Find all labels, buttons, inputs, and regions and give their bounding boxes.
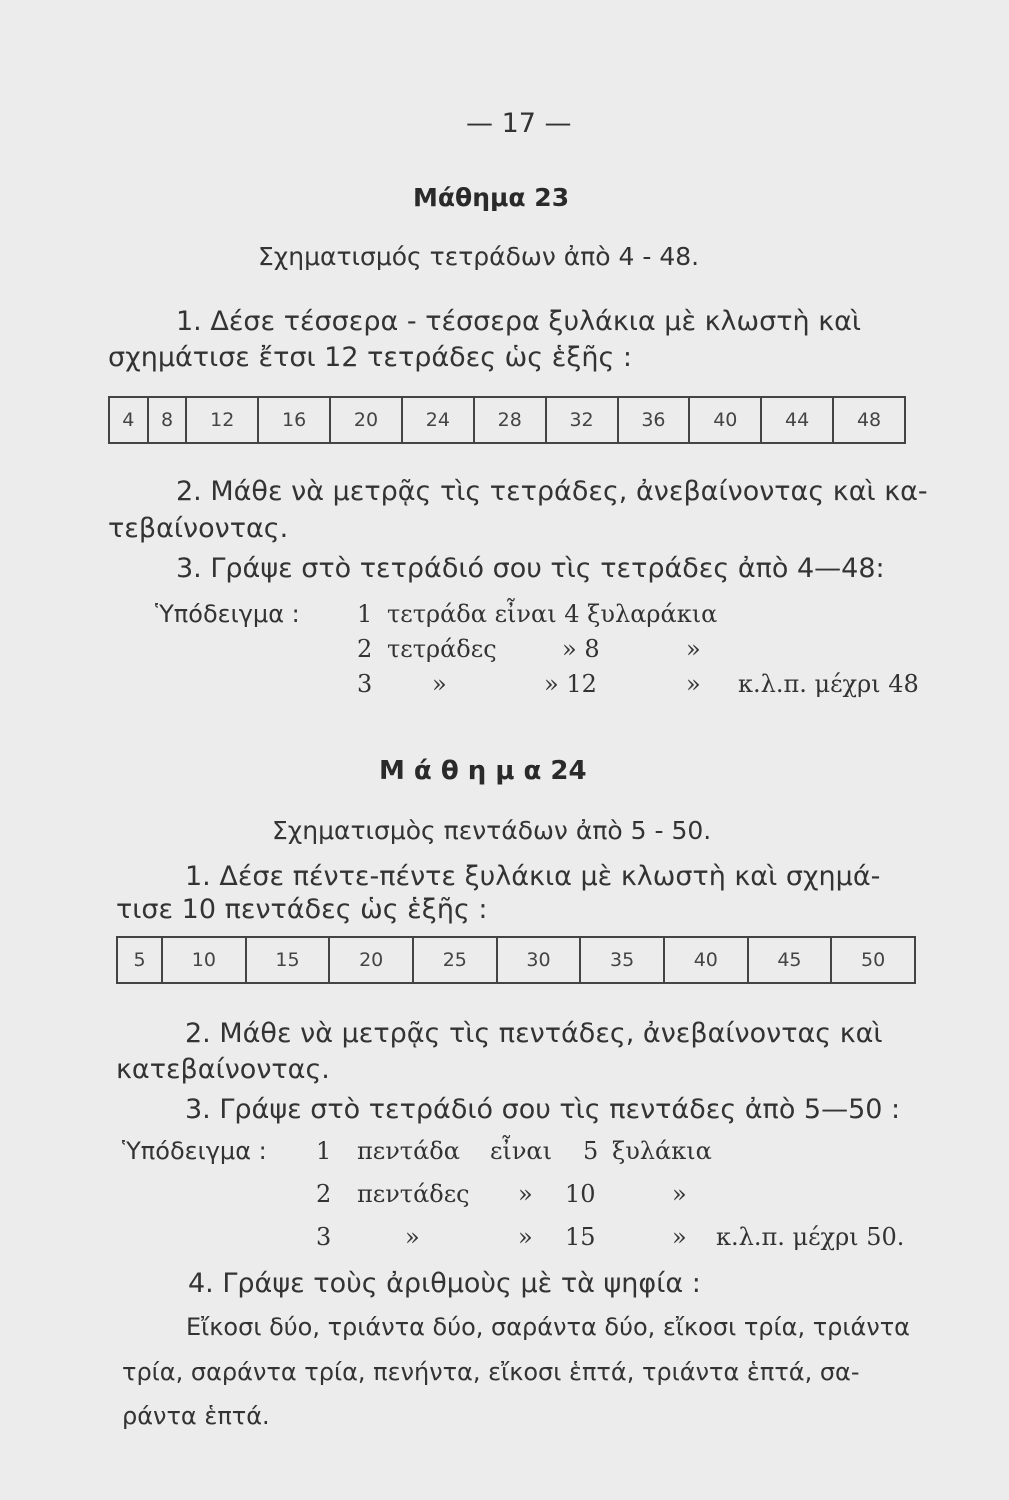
example-row-1-unit: ξυλάκια	[612, 1137, 712, 1165]
number-cell: 28	[474, 397, 546, 443]
example-row-2-mid: »	[518, 1180, 533, 1208]
number-cell: 5	[117, 937, 162, 983]
example-row-3-value: 15	[565, 1223, 596, 1251]
example-row-2-word: πεντάδες	[357, 1180, 470, 1208]
example-row-2-ditto: »	[686, 635, 701, 663]
example-row-1-number: 1	[357, 600, 373, 628]
example-row-1-value: 5	[583, 1137, 599, 1165]
number-cell: 20	[329, 937, 413, 983]
lesson-24-exercise-1-line-1: 1. Δέσε πέντε-πέντε ξυλάκια μὲ κλωστὴ καὶ σχημά-	[185, 861, 881, 892]
example-row-1-word: πεντάδα	[357, 1137, 460, 1165]
number-cell: 15	[246, 937, 330, 983]
number-cell: 45	[748, 937, 832, 983]
lesson-23-exercise-1-line-1: 1. Δέσε τέσσερα - τέσσερα ξυλάκια μὲ κλωστὴ καὶ	[176, 306, 862, 337]
lesson-24-exercise-3: 3. Γράψε στὸ τετράδιό σου τὶς πεντάδες ἀπὸ 5—50 :	[185, 1094, 901, 1125]
number-cell: 16	[258, 397, 330, 443]
example-row-3-number: 3	[357, 670, 373, 698]
lesson-23-subtitle: Σχηματισμός τετράδων ἀπὸ 4 - 48.	[258, 242, 700, 271]
example-row-2-value: » 8	[562, 635, 600, 663]
example-row-1-mid: εἶναι	[490, 1137, 553, 1165]
number-cell: 40	[689, 397, 761, 443]
number-cell: 48	[833, 397, 905, 443]
lesson-24-exercise-4-text-2: τρία, σαράντα τρία, πενήντα, εἴκοσι ἑπτά, τριάντα ἑπτά, σα-	[122, 1358, 860, 1386]
lesson-24-exercise-4-text-3: ράντα ἑπτά.	[122, 1402, 270, 1430]
example-row-3-word: »	[405, 1223, 420, 1251]
example-row-3-rest: κ.λ.π. μέχρι 50.	[716, 1223, 905, 1251]
lesson-23-number-table	[108, 396, 906, 444]
number-cell: 36	[618, 397, 690, 443]
lesson-24-number-table	[116, 936, 916, 984]
number-cell: 4	[109, 397, 148, 443]
number-cell: 35	[580, 937, 664, 983]
lesson-24-example-label: Ὑπόδειγμα :	[122, 1137, 267, 1165]
number-cell: 24	[402, 397, 474, 443]
lesson-24-subtitle: Σχηματισμὸς πεντάδων ἀπὸ 5 - 50.	[272, 816, 712, 845]
lesson-24-title: Μ ά θ η μ α 24	[379, 756, 587, 786]
lesson-23-exercise-2-line-1: 2. Μάθε νὰ μετρᾷς τὶς τετράδες, ἀνεβαίνοντας καὶ κα-	[176, 476, 928, 507]
number-cell: 30	[497, 937, 581, 983]
number-table-row	[117, 937, 915, 983]
example-row-1-text: τετράδα εἶναι 4 ξυλαράκια	[387, 600, 718, 628]
example-row-3-value: » 12	[544, 670, 597, 698]
example-row-2-number: 2	[316, 1180, 332, 1208]
example-row-1-number: 1	[316, 1137, 332, 1165]
lesson-23-exercise-2-line-2: τεβαίνοντας.	[108, 513, 289, 544]
lesson-24-exercise-1-line-2: τισε 10 πεντάδες ὡς ἑξῆς :	[116, 894, 488, 925]
number-cell: 20	[330, 397, 402, 443]
example-row-3-rest: κ.λ.π. μέχρι 48	[738, 670, 919, 698]
number-cell: 32	[546, 397, 618, 443]
example-row-3-ditto: »	[686, 670, 701, 698]
lesson-23-title: Μάθημα 23	[413, 183, 570, 212]
example-row-2-ditto: »	[672, 1180, 687, 1208]
lesson-24-exercise-4: 4. Γράψε τοὺς ἀριθμοὺς μὲ τὰ ψηφία :	[188, 1268, 701, 1299]
number-cell: 12	[186, 397, 258, 443]
number-cell: 25	[413, 937, 497, 983]
lesson-23-example-label: Ὑπόδειγμα :	[155, 600, 300, 628]
lesson-24-exercise-4-text-1: Εἴκοσι δύο, τριάντα δύο, σαράντα δύο, εἴκοσι τρία, τριάντα	[186, 1313, 910, 1341]
example-row-3-number: 3	[316, 1223, 332, 1251]
number-cell: 40	[664, 937, 748, 983]
example-row-3-ditto: »	[672, 1223, 687, 1251]
lesson-23-exercise-3: 3. Γράψε στὸ τετράδιό σου τὶς τετράδες ἀπὸ 4—48:	[176, 553, 885, 584]
example-row-2-text: τετράδες	[387, 635, 497, 663]
number-cell: 50	[831, 937, 915, 983]
example-row-3-text: »	[432, 670, 447, 698]
number-cell: 8	[148, 397, 187, 443]
example-row-3-mid: »	[518, 1223, 533, 1251]
lesson-24-exercise-2-line-2: κατεβαίνοντας.	[116, 1054, 330, 1085]
page-number: — 17 —	[466, 108, 572, 139]
number-cell: 10	[162, 937, 246, 983]
number-table-row	[109, 397, 905, 443]
lesson-24-exercise-2-line-1: 2. Μάθε νὰ μετρᾷς τὶς πεντάδες, ἀνεβαίνοντας καὶ	[185, 1018, 883, 1049]
number-cell: 44	[761, 397, 833, 443]
example-row-2-number: 2	[357, 635, 373, 663]
lesson-23-exercise-1-line-2: σχημάτισε ἔτσι 12 τετράδες ὡς ἑξῆς :	[108, 342, 633, 373]
example-row-2-value: 10	[565, 1180, 596, 1208]
